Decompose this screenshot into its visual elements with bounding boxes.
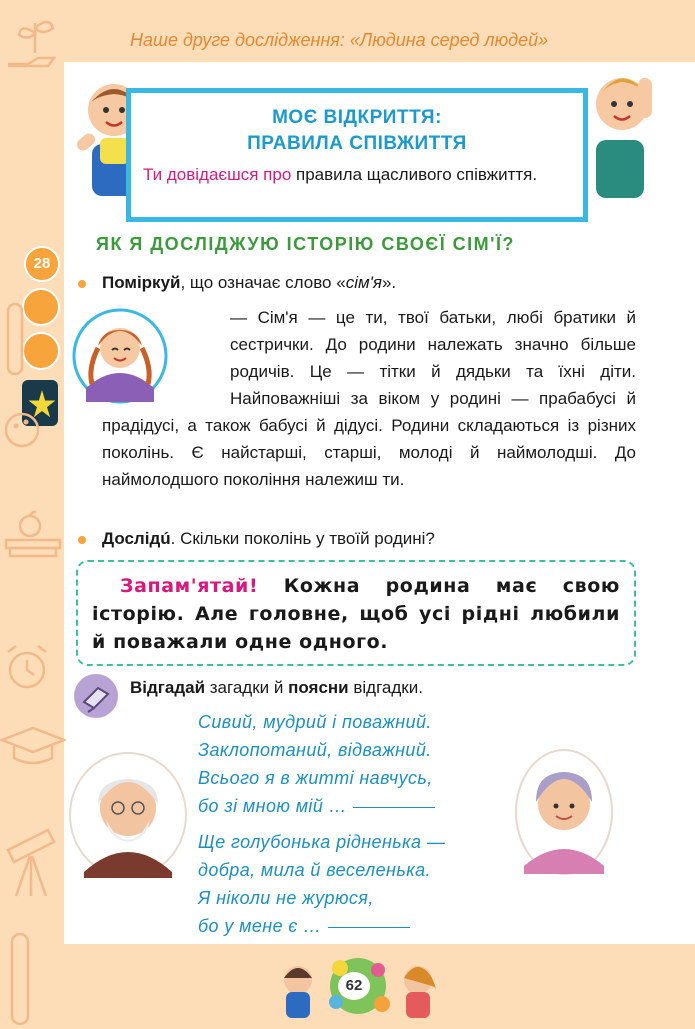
discovery-box: [126, 88, 588, 222]
discovery-lead: Ти довідаєшся про: [143, 165, 292, 184]
graduation-cap-icon: [0, 722, 66, 772]
side-page-badge: 28: [24, 246, 60, 282]
answer-blank[interactable]: [328, 927, 410, 928]
family-paragraph: [102, 304, 636, 493]
riddle-end: відгадки.: [348, 678, 423, 697]
remember-text: Кожна родина має свою історію. Але головне, щоб усі рідні любили й поважали одне одного.: [92, 575, 620, 653]
riddle-icon: [74, 674, 118, 718]
task-research-text: . Скільки поколінь у твоїй родині?: [170, 529, 435, 548]
riddle-bold-guess: Відгадай: [130, 678, 206, 697]
riddle-1: [198, 708, 435, 820]
side-dot: [22, 332, 60, 370]
section-title: ЯК Я ДОСЛІДЖУЮ ІСТОРІЮ СВОЄЇ СІМ'Ї?: [96, 234, 515, 254]
task-think-word: сім'я: [345, 273, 382, 292]
riddle-2-line: добра, мила й веселенька.: [198, 860, 431, 880]
bullet-dot: [78, 280, 86, 288]
grandmother-portrait: [514, 748, 614, 883]
apple-books-icon: [2, 510, 62, 560]
answer-blank[interactable]: [353, 807, 435, 808]
riddle-2-line: Я ніколи не журюся,: [198, 888, 374, 908]
family-paragraph-text: — Сім'я — це ти, твої батьки, любі братики й сестрички. До родини належать значно більше родичів. Це — тітки й дядьки та їхні діти. Найповажніші за віком у родині — прабабусі й прадідусі, а також бабусі й дідусі. Родини складаються із різних поколінь. Є найстарші, старші, молоді й наймолодші. До наймолодшого покоління належиш ти.: [102, 308, 636, 489]
bullet-dot: [78, 536, 86, 544]
riddle-instruction: [130, 678, 423, 698]
boy-waving-illustration: [590, 58, 660, 203]
task-research-bold: Дослідú: [102, 529, 171, 548]
riddle-mid: загадки й: [205, 678, 289, 697]
plant-hand-icon: [0, 8, 70, 78]
riddle-1-last-line: бо зі мною мій …: [198, 792, 435, 820]
page-header-title: Наше друге дослідження: «Людина серед людей»: [130, 30, 549, 50]
riddle-1-line: Заклопотаний, відважний.: [198, 740, 432, 760]
task-research: [102, 526, 435, 552]
grandfather-portrait: [68, 750, 188, 885]
discovery-text-rest: правила щасливого співжиття.: [291, 165, 538, 184]
discovery-text: [143, 163, 571, 187]
alarm-clock-icon: [2, 640, 52, 694]
test-tube-bottom-icon: [6, 930, 36, 1029]
riddle-1-line: Всього я в житті навчусь,: [198, 768, 433, 788]
riddle-bold-explain: поясни: [288, 678, 349, 697]
riddle-2-line: Ще голубонька рідненька —: [198, 832, 446, 852]
test-tube-icon: [4, 300, 26, 380]
riddle-2-last-line: бо у мене є …: [198, 912, 445, 940]
discovery-title-line2: ПРАВИЛА СПІВЖИТТЯ: [247, 133, 467, 154]
discovery-title-line1: МОЄ ВІДКРИТТЯ:: [272, 107, 442, 128]
page-number: 62: [338, 972, 370, 1000]
task-think-bold: Поміркуй: [102, 273, 181, 292]
riddle-1-line: Сивий, мудрий і поважний.: [198, 712, 432, 732]
riddle-2: [198, 828, 445, 940]
task-think: [102, 270, 396, 296]
telescope-icon: [2, 820, 62, 900]
palette-icon: [2, 400, 42, 450]
task-think-text: , що означає слово «: [180, 273, 346, 292]
task-think-end: ».: [381, 273, 397, 292]
remember-box: [76, 560, 636, 666]
side-dot: [22, 288, 60, 326]
remember-lead: Запам'ятай!: [120, 575, 259, 597]
